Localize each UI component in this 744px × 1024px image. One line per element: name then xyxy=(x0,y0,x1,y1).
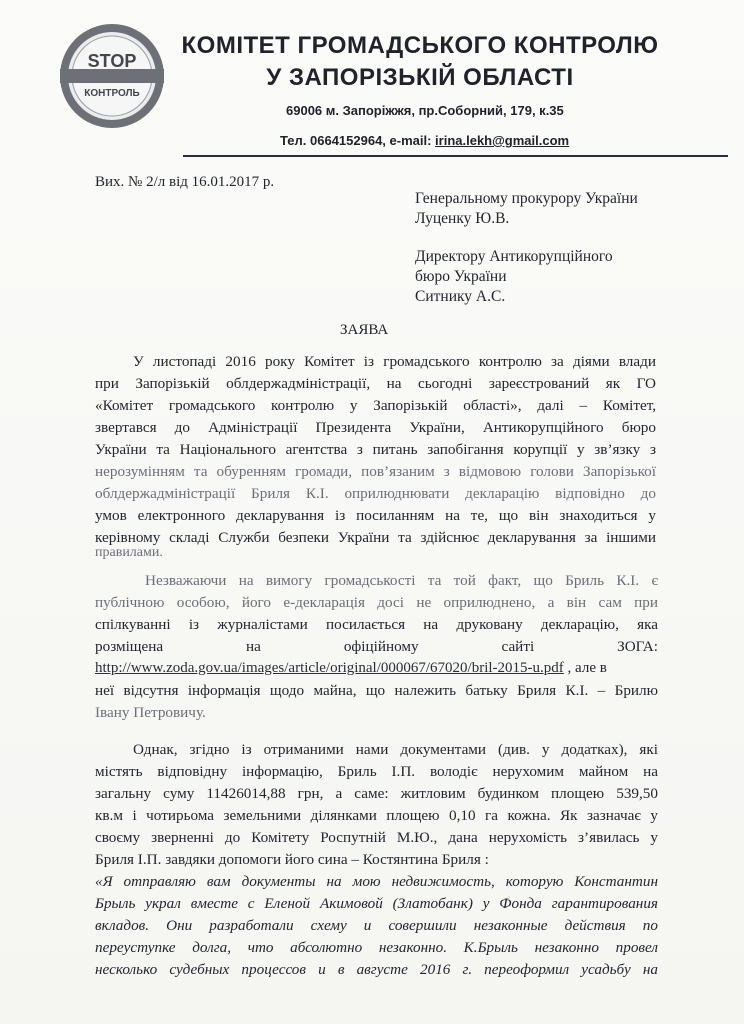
addressee-line: Луценку Ю.В. xyxy=(415,210,510,227)
paragraph-line: Івану Петровичу. xyxy=(95,704,206,721)
paragraph-line: нерозумінням та обуренням громади, пов’язаним з відмовою голови Запорізької xyxy=(95,463,656,480)
addressee-line: Директору Антикорупційного xyxy=(415,248,613,265)
email-link[interactable]: irina.lekh@gmail.com xyxy=(435,133,570,148)
paragraph-line: публічною особою, його е-декларація досі не оприлюднено, а він сам при xyxy=(95,594,658,611)
paragraph-line: кв.м і чотирьома земельними ділянками площею 0,10 га кожна. Як зазначає у xyxy=(95,807,658,824)
paragraph-line: умов електронного декларування із посиланням на те, що він знаходиться у xyxy=(95,507,656,524)
paragraph-line: керівному складі Служби безпеки України та здійснює декларування за іншими xyxy=(95,529,656,546)
stop-kontrol-logo xyxy=(58,22,166,130)
org-name-line1: КОМІТЕТ ГРОМАДСЬКОГО КОНТРОЛЮ xyxy=(181,32,659,59)
quote-line: вкладов. Они разработали схему и совершили незаконные действия по xyxy=(95,917,658,934)
org-name-line2: У ЗАПОРІЗЬКІЙ ОБЛАСТІ xyxy=(266,64,574,91)
paragraph-line: містять відповідну інформацію, Бриль І.П. володіє нерухомим майном на xyxy=(95,763,658,780)
logo-stop-text: STOP xyxy=(87,51,137,71)
paragraph-line: звертався до Адміністрації Президента України, Антикорупційного бюро xyxy=(95,419,656,436)
paragraph-line: України та Національного агентства з питань запобігання корупції у зв’язку з xyxy=(95,441,656,458)
quote-line: «Я отправляю вам документы на мою недвижимость, которую Константин xyxy=(95,873,658,890)
link-tail: , але в xyxy=(563,660,607,676)
contact-prefix: Тел. 0664152964, e-mail: xyxy=(280,133,436,148)
paragraph-line: Бриля І.П. завдяки допомоги його сина – Костянтина Бриля : xyxy=(95,851,489,868)
declaration-link[interactable]: http://www.zoda.gov.ua/images/article/original/000067/67020/bril-2015-u.pdf xyxy=(95,660,564,676)
paragraph-line: загальну суму 11426014,88 грн, а саме: житловим будинком площею 539,50 xyxy=(95,785,658,802)
quote-line: несколько судебных процессов и в августе 2016 г. переоформил усадьбу на xyxy=(95,961,658,978)
paragraph-line: Однак, згідно із отриманими нами документами (див. у додатках), які xyxy=(133,741,658,758)
addressee-line: Ситнику А.С. xyxy=(415,288,506,305)
paragraph-line: розміщена на офіційному сайті ЗОГА: xyxy=(95,638,658,655)
paragraph-line: правилами. xyxy=(95,545,163,560)
quote-line: переуступке долга, что абсолютно незаконно. К.Брыль незаконно провел xyxy=(95,939,658,956)
document-title: ЗАЯВА xyxy=(340,322,389,338)
quote-line: Брыль украл вместе с Еленой Акимовой (Златобанк) у Фонда гарантирования xyxy=(95,895,658,912)
logo-kontrol-text: КОНТРОЛЬ xyxy=(84,88,140,99)
paragraph-line: Незважаючи на вимогу громадськості та той факт, що Бриль К.І. є xyxy=(145,572,658,589)
paragraph-line: «Комітет громадського контролю у Запорізькій області», далі – Комітет, xyxy=(95,397,656,414)
paragraph-line xyxy=(95,660,607,677)
paragraph-line: У листопаді 2016 року Комітет із громадського контролю за діями влади xyxy=(133,353,656,370)
org-contact xyxy=(280,133,569,148)
addressee-line: Генеральному прокурору України xyxy=(415,190,638,207)
paragraph-line: при Запорізькій облдержадміністрації, на сьогодні зареєстрований як ГО xyxy=(95,375,656,392)
paragraph-line: облдержадміністрації Бриля К.І. оприлюднювати декларацію відповідно до xyxy=(95,485,656,502)
paragraph-line: спілкуванні із журналістами посилається на друковану декларацію, яка xyxy=(95,616,658,633)
addressee-line: бюро України xyxy=(415,268,507,285)
paragraph-line: своєму зверненні до Комітету Роспутній М.Ю., дана нерухомість з’явилась у xyxy=(95,829,658,846)
org-address: 69006 м. Запоріжжя, пр.Соборний, 179, к.35 xyxy=(286,103,564,118)
letterhead-divider xyxy=(183,155,728,157)
paragraph-line: неї відсутня інформація щодо майна, що належить батьку Бриля К.І. – Брилю xyxy=(95,682,658,699)
outgoing-reference: Вих. № 2/л від 16.01.2017 р. xyxy=(95,174,275,190)
